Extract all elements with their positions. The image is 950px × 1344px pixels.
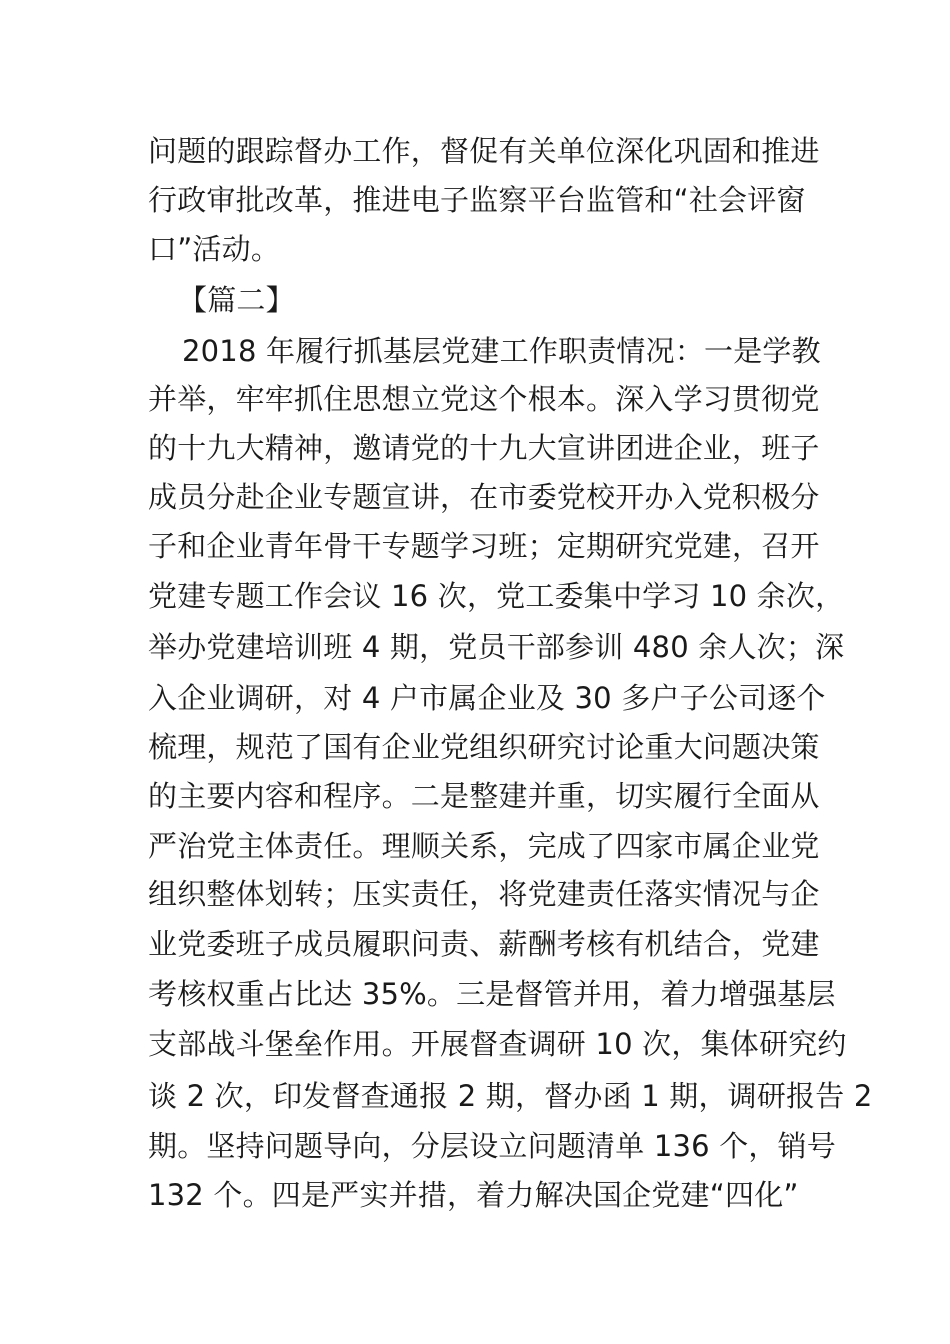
text-line: 子和企业青年骨干专题学习班；定期研究党建，召开	[148, 529, 820, 563]
text-line: 问题的跟踪督办工作，督促有关单位深化巩固和推进	[148, 134, 820, 168]
text-line: 严治党主体责任。理顺关系，完成了四家市属企业党	[148, 829, 820, 863]
paragraph-first-line: 2018 年履行抓基层党建工作职责情况：一是学教	[182, 334, 821, 368]
text-line: 并举，牢牢抓住思想立党这个根本。深入学习贯彻党	[148, 382, 820, 416]
text-line: 党建专题工作会议 16 次，党工委集中学习 10 余次，	[148, 579, 845, 613]
text-line: 期。坚持问题导向，分层设立问题清单 136 个，销号	[148, 1129, 836, 1163]
text-line: 支部战斗堡垒作用。开展督查调研 10 次，集体研究约	[148, 1027, 847, 1061]
text-line: 梳理，规范了国有企业党组织研究讨论重大问题决策	[148, 730, 820, 764]
section-heading: 【篇二】	[178, 283, 295, 317]
text-line: 业党委班子成员履职问责、薪酬考核有机结合，党建	[148, 927, 820, 961]
text-line: 行政审批改革，推进电子监察平台监管和“社会评窗	[148, 183, 806, 217]
text-line: 口”活动。	[148, 232, 281, 266]
text-line: 谈 2 次，印发督查通报 2 期，督办函 1 期，调研报告 2	[148, 1079, 873, 1113]
text-line: 组织整体划转；压实责任，将党建责任落实情况与企	[148, 877, 820, 911]
text-line: 的十九大精神，邀请党的十九大宣讲团进企业，班子	[148, 431, 820, 465]
text-line: 举办党建培训班 4 期，党员干部参训 480 余人次；深	[148, 630, 845, 664]
text-line: 成员分赴企业专题宣讲，在市委党校开办入党积极分	[148, 480, 820, 514]
text-line: 的主要内容和程序。二是整建并重，切实履行全面从	[148, 779, 820, 813]
text-line: 132 个。四是严实并措，着力解决国企党建“四化”	[148, 1178, 799, 1212]
text-line: 考核权重占比达 35%。三是督管并用，着力增强基层	[148, 977, 836, 1011]
text-line: 入企业调研，对 4 户市属企业及 30 多户子公司逐个	[148, 681, 826, 715]
